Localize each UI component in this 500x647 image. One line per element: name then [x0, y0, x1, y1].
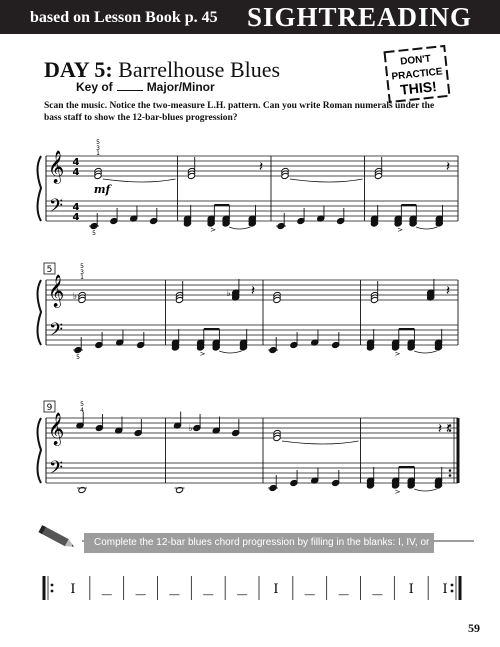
finger-number: 5 [96, 139, 100, 146]
lesson-book-reference: based on Lesson Book p. 45 [30, 9, 218, 26]
accent: > [397, 226, 404, 234]
stamp-line-2: PRACTICE [391, 66, 444, 83]
progression-chord: I [70, 582, 76, 597]
accent: > [210, 226, 217, 234]
finger-number: 5 [80, 263, 84, 270]
repeat-dot [449, 474, 452, 477]
bass-whole-note [78, 486, 86, 493]
progression-blank[interactable]: __ [338, 585, 349, 596]
brace [38, 280, 42, 345]
finger-number: 3 [96, 145, 100, 152]
key-suffix: Major/Minor [146, 80, 215, 94]
progression-blank[interactable]: __ [101, 585, 112, 596]
progression-chord: I [408, 582, 414, 597]
tie [290, 179, 363, 182]
finger-number: 5 [92, 230, 96, 237]
time-sig-top: 4 [72, 202, 80, 213]
progression-blank[interactable]: __ [203, 585, 214, 596]
day-label: DAY 5: [44, 57, 113, 82]
music-system-2 [28, 258, 468, 373]
treble-clef: 𝄞 [47, 274, 65, 307]
chord-progression-row [40, 574, 464, 602]
treble-clef: 𝄞 [47, 150, 65, 183]
finger-number: 5 [76, 354, 80, 361]
measure-number: 9 [46, 403, 53, 413]
section-title: SIGHTREADING [246, 2, 472, 32]
bass-clef: 𝄢 [48, 320, 64, 345]
key-prefix: Key of [76, 80, 113, 94]
time-sig-bottom: 4 [72, 212, 80, 223]
quarter-rest: 𝄽 [445, 159, 451, 175]
brace [38, 418, 42, 483]
quarter-rest: 𝄽 [437, 421, 443, 437]
flat-sign: ♭ [188, 424, 193, 434]
bass-whole-note [175, 486, 183, 493]
stamp-line-3: THIS! [399, 78, 438, 98]
dont-practice-stamp [382, 44, 451, 104]
key-blank[interactable] [117, 80, 143, 91]
key-line [76, 80, 215, 94]
accent: > [199, 350, 206, 358]
music-system-1 [28, 138, 468, 248]
repeat-dot [449, 469, 452, 472]
tie [416, 227, 437, 229]
tie [219, 351, 241, 353]
time-sig-top: 4 [72, 157, 80, 168]
time-sig-bottom: 4 [72, 167, 80, 178]
finger-number: 1 [80, 274, 84, 281]
measure-number: 5 [46, 265, 53, 275]
pencil-icon [36, 524, 80, 552]
quarter-rest: 𝄽 [445, 283, 451, 299]
progression-blank[interactable]: __ [169, 585, 180, 596]
repeat-dot [51, 584, 54, 587]
bass-clef: 𝄢 [48, 458, 64, 483]
progression-blank[interactable]: __ [304, 585, 315, 596]
progression-blank[interactable]: __ [135, 585, 146, 596]
stamp-line-1: DON'T [399, 53, 432, 68]
finger-number: 5 [80, 401, 84, 408]
repeat-dot [451, 590, 454, 593]
treble-clef: 𝄞 [47, 412, 65, 445]
flat-sign: ♭ [226, 289, 231, 299]
instructions-text: Scan the music. Notice the two-measure L.H. pattern. Can you write Roman numerals under the bass staff to show the 12-bar-blues progression? [44, 101, 435, 123]
tie [414, 489, 436, 491]
quarter-rest: 𝄽 [445, 421, 451, 437]
progression-blank[interactable]: __ [237, 585, 248, 596]
brace [38, 156, 42, 221]
repeat-dot [451, 584, 454, 587]
dynamic-marking: mf [93, 183, 111, 196]
tie [229, 227, 250, 229]
piece-title: Barrelhouse Blues [118, 57, 281, 82]
progression-blank[interactable]: __ [372, 585, 383, 596]
tie [103, 179, 176, 182]
finger-number: 3 [80, 269, 84, 276]
progression-chord: I [442, 582, 448, 597]
tie [282, 441, 359, 444]
repeat-dot [51, 590, 54, 593]
header-bar [0, 0, 500, 34]
finger-number: 1 [96, 150, 100, 157]
progression-chord: I [273, 582, 279, 597]
music-system-3 [28, 392, 468, 507]
flat-sign: ♭ [72, 292, 78, 302]
tip-banner: Complete the 12-bar blues chord progression by filling in the blanks: I, IV, or V [84, 533, 434, 553]
quarter-rest: 𝄽 [258, 159, 264, 175]
page-number: 59 [468, 621, 480, 635]
tie [414, 351, 436, 353]
accent: > [394, 350, 401, 358]
accent: > [394, 488, 401, 496]
finger-number: 4 [80, 407, 84, 414]
bass-clef: 𝄢 [48, 196, 64, 221]
quarter-rest: 𝄽 [250, 283, 256, 299]
